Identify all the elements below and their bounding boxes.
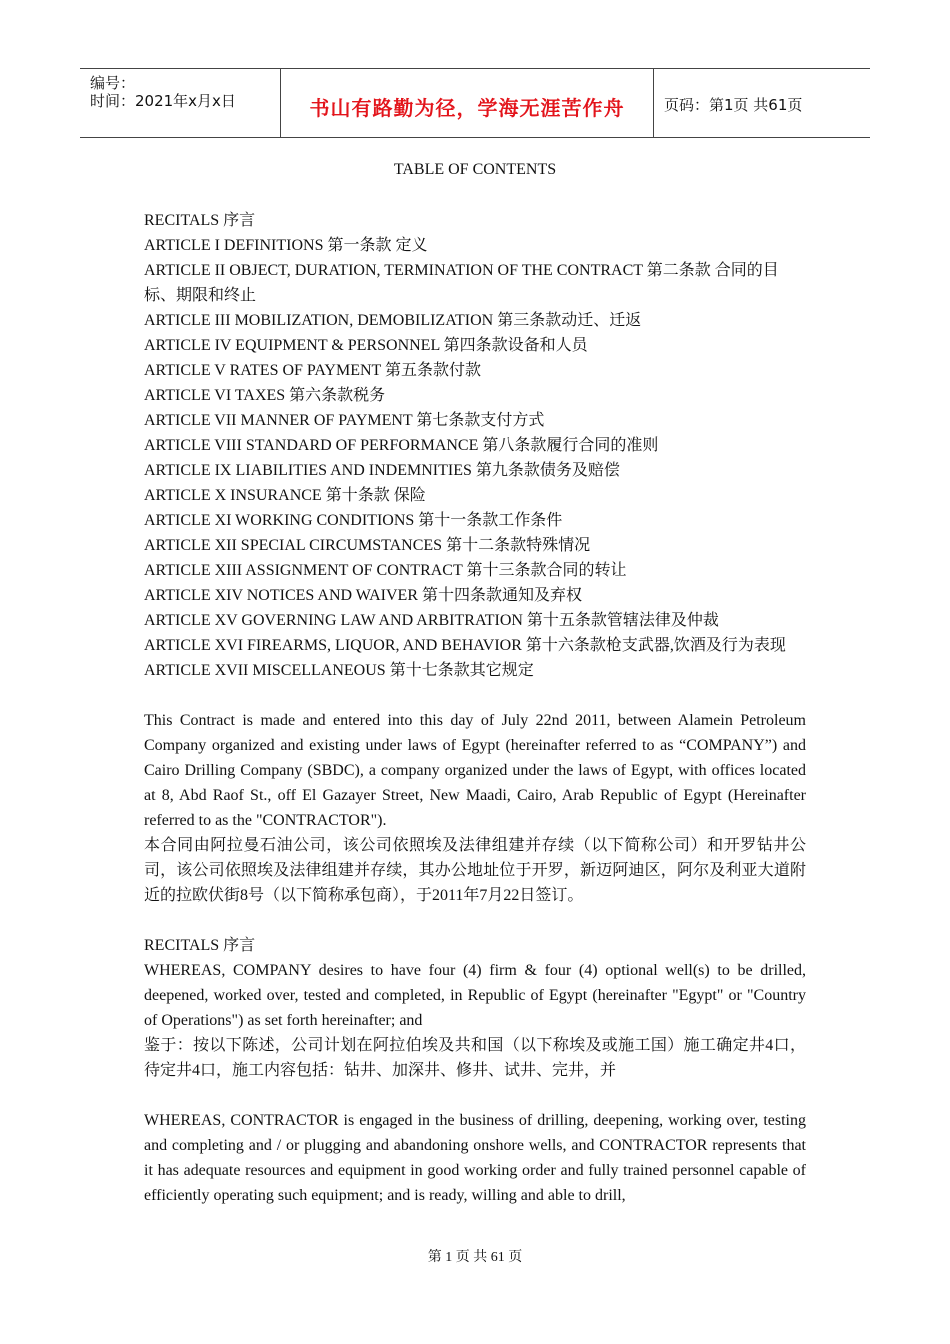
whereas-paragraph-cn: 鉴于：按以下陈述，公司计划在阿拉伯埃及共和国（以下称埃及或施工国）施工确定井4口，待定井4口，施工内容包括：钻井、加深井、修井、试井、完井，并 <box>144 1037 806 1079</box>
spacer <box>144 1083 806 1108</box>
toc-entry: ARTICLE I DEFINITIONS 第一条款 定义 <box>144 237 428 254</box>
page-footer: 第 1 页 共 61 页 <box>427 1250 523 1265</box>
toc-entry: RECITALS 序言 <box>144 212 256 229</box>
toc-entry: ARTICLE IX LIABILITIES AND INDEMNITIES 第九条款债务及赔偿 <box>144 462 620 479</box>
toc-entry: ARTICLE V RATES OF PAYMENT 第五条款付款 <box>144 362 482 379</box>
toc-entry: ARTICLE XIV NOTICES AND WAIVER 第十四条款通知及弃权 <box>144 587 582 604</box>
header-page-cell <box>654 69 870 137</box>
whereas-paragraph-en: WHEREAS, COMPANY desires to have four (4) firm & four (4) optional well(s) to be drilled, deepened, worked over, tested and completed, in Republic of Egypt (hereinafter "Egypt" or "Country of Operations") as set forth hereinafter; and <box>144 962 806 1029</box>
toc-entry: ARTICLE III MOBILIZATION, DEMOBILIZATION 第三条款动迁、迁返 <box>144 312 642 329</box>
page-number-label: 页码：第1页 共61页 <box>664 96 803 114</box>
page-header <box>80 68 870 138</box>
header-motto-cell <box>281 69 654 137</box>
motto: 书山有路勤为径，学海无涯苦作舟 <box>309 96 625 120</box>
whereas-paragraph-en: WHEREAS, CONTRACTOR is engaged in the business of drilling, deepening, working over, testing and completing and / or plugging and abandoning onshore wells, and CONTRACTOR represents that it has adequate resources and equipment in good working order and fully trained personnel capable of efficiently operating such equipment; and is ready, willing and able to drill, <box>144 1112 806 1204</box>
recitals-heading: RECITALS 序言 <box>144 937 256 954</box>
toc-entry: ARTICLE VIII STANDARD OF PERFORMANCE 第八条款履行合同的准则 <box>144 437 659 454</box>
number-label: 编号： <box>90 74 136 92</box>
document-body <box>144 208 806 1208</box>
spacer <box>144 908 806 933</box>
toc-entry: ARTICLE XII SPECIAL CIRCUMSTANCES 第十二条款特殊情况 <box>144 537 591 554</box>
toc-entry: ARTICLE VI TAXES 第六条款税务 <box>144 387 386 404</box>
toc-entry: ARTICLE IV EQUIPMENT & PERSONNEL 第四条款设备和人员 <box>144 337 588 354</box>
toc-entry: ARTICLE XIII ASSIGNMENT OF CONTRACT 第十三条款合同的转让 <box>144 562 627 579</box>
toc-entry: ARTICLE XI WORKING CONDITIONS 第十一条款工作条件 <box>144 512 563 529</box>
toc-entry: ARTICLE XVII MISCELLANEOUS 第十七条款其它规定 <box>144 662 534 679</box>
toc-entry: ARTICLE II OBJECT, DURATION, TERMINATION OF THE CONTRACT 第二条款 合同的目标、期限和终止 <box>144 262 779 304</box>
spacer <box>144 683 806 708</box>
intro-paragraph-en: This Contract is made and entered into this day of July 22nd 2011, between Alamein Petroleum Company organized and existing under laws of Egypt (hereinafter referred to as “COMPANY”) and Cairo Drilling Company (SBDC), a company organized under the laws of Egypt, with offices located at 8, Abd Raof St., off El Gazayer Street, New Maadi, Cairo, Arab Republic of Egypt (Hereinafter referred to as the "CONTRACTOR"). <box>144 712 806 829</box>
table-of-contents <box>144 208 806 683</box>
toc-entry: ARTICLE X INSURANCE 第十条款 保险 <box>144 487 426 504</box>
toc-title: TABLE OF CONTENTS <box>393 161 557 178</box>
time-label: 时间：2021年x月x日 <box>90 92 236 110</box>
toc-entry: ARTICLE XVI FIREARMS, LIQUOR, AND BEHAVIOR 第十六条款枪支武器,饮酒及行为表现 <box>144 637 786 654</box>
toc-entry: ARTICLE VII MANNER OF PAYMENT 第七条款支付方式 <box>144 412 545 429</box>
header-meta-cell <box>80 69 281 137</box>
toc-entry: ARTICLE XV GOVERNING LAW AND ARBITRATION 第十五条款管辖法律及仲裁 <box>144 612 719 629</box>
intro-paragraph-cn: 本合同由阿拉曼石油公司，该公司依照埃及法律组建并存续（以下简称公司）和开罗钻井公司，该公司依照埃及法律组建并存续，其办公地址位于开罗，新迈阿迪区，阿尔及利亚大道附近的拉欧伏街8号（以下简称承包商），于2011年7月22日签订。 <box>144 837 806 904</box>
